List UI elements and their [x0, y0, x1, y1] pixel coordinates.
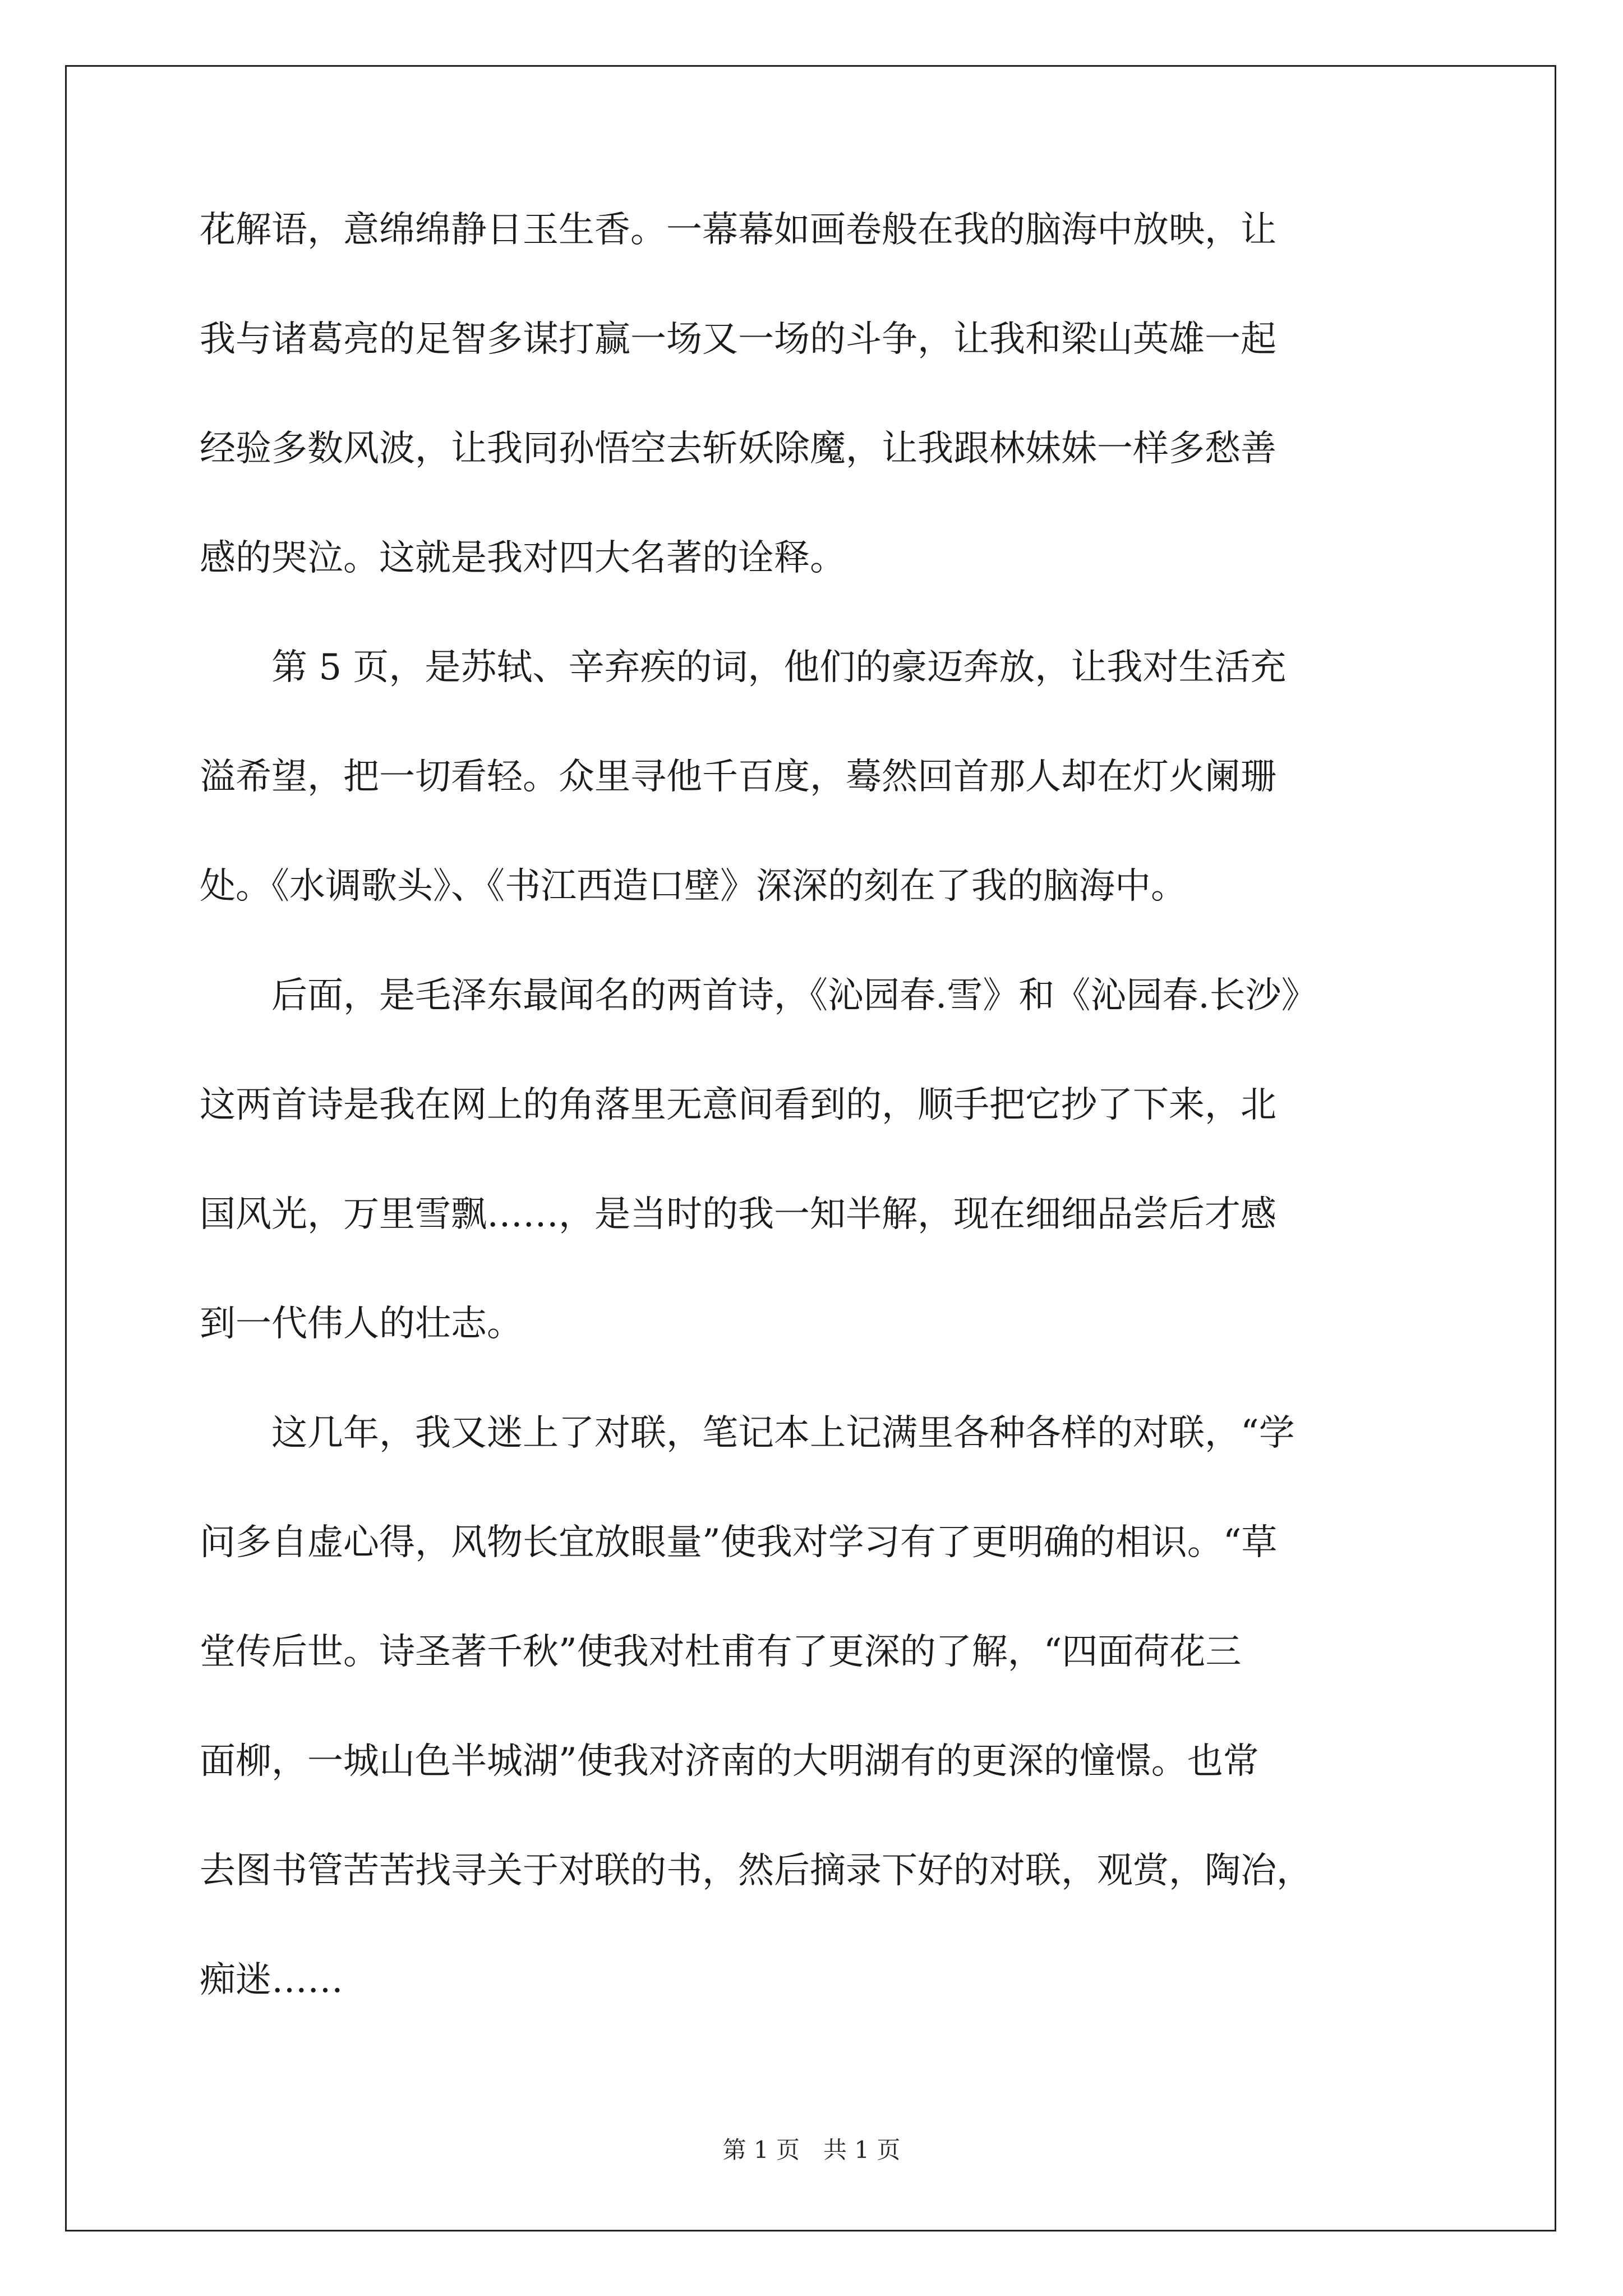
text-line: 面柳，一城山色半城湖”使我对济南的大明湖有的更深的憧憬。也常: [200, 1741, 1259, 1782]
page-border: [65, 65, 1556, 2231]
text-line: 我与诸葛亮的足智多谋打赢一场又一场的斗争，让我和梁山英雄一起: [200, 319, 1276, 360]
text-line: 问多自虚心得，风物长宜放眼量”使我对学习有了更明确的相识。“草: [200, 1522, 1278, 1563]
text-line: 第 5 页，是苏轼、辛弃疾的词，他们的豪迈奔放，让我对生活充: [200, 647, 1287, 688]
text-line: 这两首诗是我在网上的角落里无意间看到的，顺手把它抄了下来，北: [200, 1084, 1276, 1126]
text-line: 去图书管苦苦找寻关于对联的书，然后摘录下好的对联，观赏，陶冶，: [200, 1850, 1312, 1892]
text-line: 堂传后世。诗圣著千秋”使我对杜甫有了更深的了解，“四面荷花三: [200, 1631, 1242, 1673]
text-line: 痴迷……: [200, 1959, 343, 2001]
page-footer: 第 1 页 共 1 页: [722, 2136, 901, 2164]
text-line: 感的哭泣。这就是我对四大名著的诠释。: [200, 537, 846, 579]
text-line: 到一代伟人的壮志。: [200, 1303, 523, 1345]
text-line: 花解语，意绵绵静日玉生香。一幕幕如画卷般在我的脑海中放映，让: [200, 209, 1276, 251]
text-line: 经验多数风波，让我同孙悟空去斩妖除魔，让我跟林妹妹一样多愁善: [200, 428, 1276, 470]
text-line: 这几年，我又迷上了对联，笔记本上记满里各种各样的对联，“学: [200, 1412, 1295, 1454]
text-line: 国风光，万里雪飘……，是当时的我一知半解，现在细细品尝后才感: [200, 1194, 1276, 1235]
text-line: 溢希望，把一切看轻。众里寻他千百度，蓦然回首那人却在灯火阑珊: [200, 756, 1276, 798]
text-line: 处。《水调歌头》、《书江西造口壁》深深的刻在了我的脑海中。: [200, 866, 1187, 907]
text-line: 后面，是毛泽东最闻名的两首诗，《沁园春.雪》和《沁园春.长沙》: [200, 975, 1317, 1016]
